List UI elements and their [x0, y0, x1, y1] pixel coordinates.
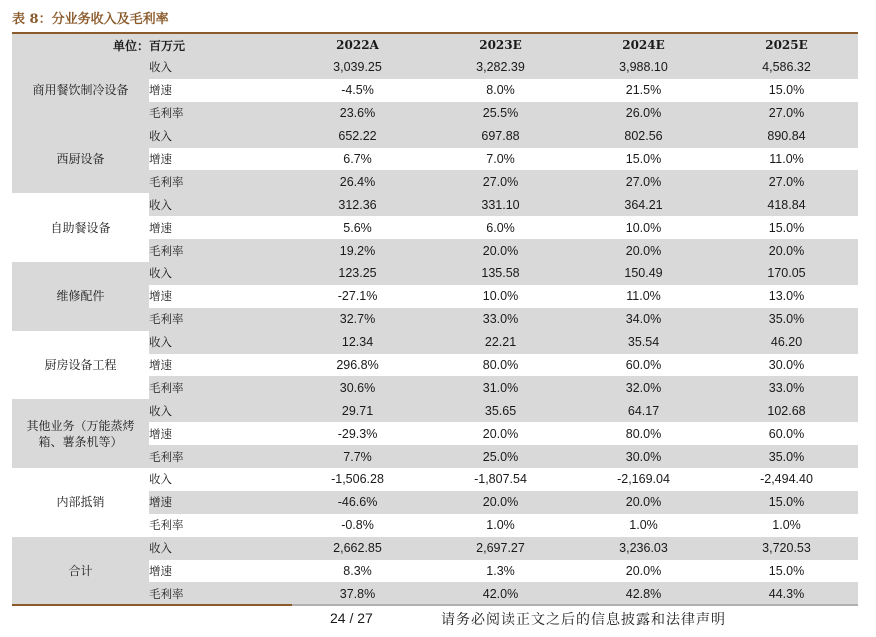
table-cell: 7.0%: [486, 152, 515, 166]
table-cell: 33.0%: [715, 376, 858, 399]
table-cell: -1,807.54: [474, 472, 527, 487]
table-cell: 35.0%: [715, 445, 858, 468]
table-cell: 331.10: [429, 193, 572, 216]
metric-label: 增速: [149, 289, 172, 304]
table-cell: 2,697.27: [429, 537, 572, 560]
table-cell: 21.5%: [625, 83, 662, 98]
table-cell: 135.58: [429, 262, 572, 285]
table-cell: 10.0%: [625, 220, 662, 235]
table-row: [12, 193, 858, 216]
year-header: 2022A: [286, 34, 429, 56]
table-cell: 1.0%: [486, 518, 515, 533]
table-cell: 11.0%: [626, 289, 661, 304]
segment-name: 维修配件: [12, 262, 149, 331]
footer-rule: [292, 604, 858, 606]
table-cell: 123.25: [286, 262, 429, 285]
table-cell: -27.1%: [337, 289, 378, 304]
table-cell: 3,720.53: [715, 537, 858, 560]
table-cell: 60.0%: [625, 358, 662, 373]
table-cell: 15.0%: [768, 564, 805, 579]
metric-label: 增速: [149, 426, 172, 441]
table-cell: 3,988.10: [572, 56, 715, 79]
table-row: [12, 125, 858, 148]
table-cell: 37.8%: [286, 582, 429, 605]
metric-label: 增速: [149, 220, 172, 235]
table-cell: 22.21: [429, 331, 572, 354]
table-cell: 10.0%: [482, 289, 519, 304]
segment-name: 厨房设备工程: [12, 331, 149, 400]
metric-label: 收入: [149, 331, 286, 354]
table-cell: 25.5%: [429, 102, 572, 125]
table-row: [12, 331, 858, 354]
table-cell: 32.7%: [286, 308, 429, 331]
metric-label: 增速: [149, 83, 172, 98]
table-cell: 33.0%: [429, 308, 572, 331]
metric-label: 毛利率: [149, 170, 286, 193]
metric-label: 增速: [149, 564, 172, 579]
table-cell: -1,506.28: [331, 472, 384, 487]
table-cell: 46.20: [715, 331, 858, 354]
segment-name: 内部抵销: [12, 468, 149, 537]
table-cell: 27.0%: [429, 170, 572, 193]
table-cell: 312.36: [286, 193, 429, 216]
table-cell: 27.0%: [715, 170, 858, 193]
table-cell: 1.0%: [772, 518, 801, 533]
table-cell: -29.3%: [337, 426, 378, 441]
metric-label: 毛利率: [149, 582, 286, 605]
year-header: 2024E: [572, 34, 715, 56]
table-cell: 42.0%: [429, 582, 572, 605]
metric-label: 毛利率: [149, 102, 286, 125]
table-cell: 27.0%: [715, 102, 858, 125]
table-cell: 27.0%: [572, 170, 715, 193]
table-cell: 64.17: [572, 399, 715, 422]
table-cell: 32.0%: [572, 376, 715, 399]
table-cell: 30.0%: [572, 445, 715, 468]
metric-label: 增速: [149, 491, 286, 514]
table-cell: 364.21: [572, 193, 715, 216]
segment-name: 合计: [12, 537, 149, 606]
metric-label: 毛利率: [149, 518, 184, 533]
page-number: 24 / 27: [330, 610, 373, 626]
segment-name: 西厨设备: [12, 125, 149, 194]
year-header: 2025E: [715, 34, 858, 56]
table-cell: 802.56: [572, 125, 715, 148]
table-cell: 4,586.32: [715, 56, 858, 79]
table-row: [12, 262, 858, 285]
table-cell: -46.6%: [286, 491, 429, 514]
table-cell: 6.0%: [486, 220, 515, 235]
table-cell: 13.0%: [768, 289, 805, 304]
table-cell: 150.49: [572, 262, 715, 285]
table-cell: 296.8%: [336, 358, 379, 373]
table-cell: 31.0%: [429, 376, 572, 399]
table-cell: 30.0%: [768, 358, 805, 373]
table-cell: 35.54: [572, 331, 715, 354]
table-cell: 26.4%: [286, 170, 429, 193]
table-cell: -2,494.40: [760, 472, 813, 487]
table-cell: 80.0%: [625, 426, 662, 441]
table-cell: 60.0%: [768, 426, 805, 441]
table-cell: 15.0%: [768, 220, 805, 235]
table-cell: -0.8%: [341, 518, 374, 533]
table-row: [12, 468, 858, 491]
table-cell: 20.0%: [572, 239, 715, 262]
table-row: [12, 56, 858, 79]
table-cell: 8.3%: [343, 564, 372, 579]
table-cell: 697.88: [429, 125, 572, 148]
metric-label: 毛利率: [149, 308, 286, 331]
table-cell: 20.0%: [625, 564, 662, 579]
year-header: 2023E: [429, 34, 572, 56]
segment-name-line: 箱、薯条机等）: [38, 434, 123, 449]
table-cell: 29.71: [286, 399, 429, 422]
table-cell: -4.5%: [341, 83, 374, 98]
table-cell: 6.7%: [343, 152, 372, 166]
table-cell: 25.0%: [429, 445, 572, 468]
table-cell: 11.0%: [769, 152, 804, 166]
metric-label: 收入: [149, 537, 286, 560]
metric-label: 收入: [149, 472, 172, 487]
table-cell: 44.3%: [715, 582, 858, 605]
table-header-row: [12, 34, 858, 56]
metric-label: 增速: [149, 152, 172, 166]
table-cell: 35.65: [429, 399, 572, 422]
metric-label: 收入: [149, 262, 286, 285]
table-cell: 80.0%: [482, 358, 519, 373]
table-row: [12, 537, 858, 560]
metric-label: 毛利率: [149, 376, 286, 399]
table-cell: 7.7%: [286, 445, 429, 468]
metric-label: 收入: [149, 399, 286, 422]
table-cell: 8.0%: [486, 83, 515, 98]
legal-disclaimer: 请务必阅读正文之后的信息披露和法律声明: [441, 612, 726, 628]
metric-label: 收入: [149, 125, 286, 148]
table-cell: 3,039.25: [286, 56, 429, 79]
table-cell: 102.68: [715, 399, 858, 422]
segment-name: [12, 399, 149, 468]
table-cell: 20.0%: [429, 491, 572, 514]
table-cell: 20.0%: [482, 426, 519, 441]
segment-name: 自助餐设备: [12, 193, 149, 262]
table-cell: 42.8%: [572, 582, 715, 605]
segment-name: 商用餐饮制冷设备: [12, 56, 149, 125]
table-cell: 652.22: [286, 125, 429, 148]
metric-label: 增速: [149, 358, 172, 373]
table-cell: 3,236.03: [572, 537, 715, 560]
table-cell: 170.05: [715, 262, 858, 285]
table-cell: 20.0%: [715, 239, 858, 262]
table-cell: 30.6%: [286, 376, 429, 399]
table-cell: 34.0%: [572, 308, 715, 331]
table-cell: 3,282.39: [429, 56, 572, 79]
bottom-rule: [12, 604, 292, 606]
table-cell: 35.0%: [715, 308, 858, 331]
segment-name-line: 其他业务（万能蒸烤: [26, 418, 135, 433]
table-cell: 15.0%: [625, 152, 662, 166]
table-cell: 1.0%: [629, 518, 658, 533]
table-caption: 表 8：分业务收入及毛利率: [12, 12, 169, 27]
table-cell: 2,662.85: [286, 537, 429, 560]
table-cell: 5.6%: [343, 220, 372, 235]
table-cell: 20.0%: [572, 491, 715, 514]
table-cell: 20.0%: [429, 239, 572, 262]
table-cell: -2,169.04: [617, 472, 670, 487]
metric-label: 毛利率: [149, 445, 286, 468]
table-cell: 15.0%: [768, 83, 805, 98]
metric-label: 收入: [149, 56, 286, 79]
table-cell: 26.0%: [572, 102, 715, 125]
table-row: [12, 399, 858, 422]
unit-header: 单位：百万元: [12, 34, 286, 56]
metric-label: 收入: [149, 193, 286, 216]
table-cell: 12.34: [286, 331, 429, 354]
metric-label: 毛利率: [149, 239, 286, 262]
revenue-margin-table: [12, 34, 858, 605]
table-cell: 15.0%: [715, 491, 858, 514]
table-cell: 19.2%: [286, 239, 429, 262]
table-cell: 890.84: [715, 125, 858, 148]
table-cell: 418.84: [715, 193, 858, 216]
table-cell: 1.3%: [486, 564, 515, 579]
table-cell: 23.6%: [286, 102, 429, 125]
